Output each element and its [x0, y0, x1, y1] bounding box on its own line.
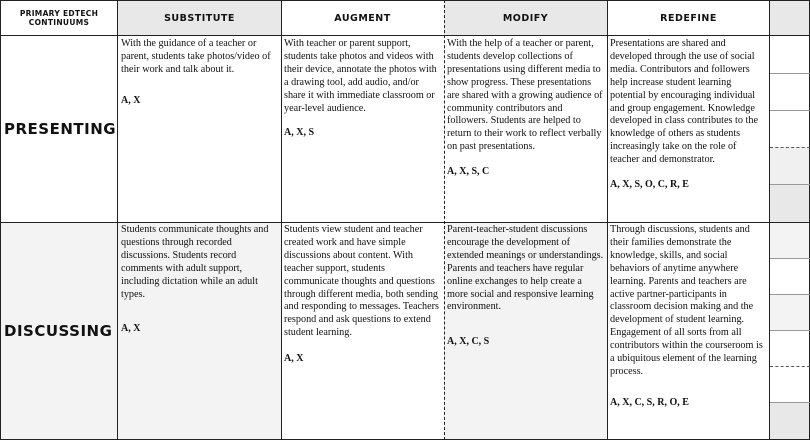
row-label-discussing: DISCUSSING [0, 222, 118, 440]
cell-code: A, X, S, O, C, R, E [610, 179, 689, 191]
column-header-substitute: SUBSTITUTE [118, 0, 281, 36]
cell-discussing-augment [281, 222, 444, 440]
side-divider [770, 110, 810, 111]
column-divider-dashed [444, 0, 445, 440]
side-divider [770, 73, 810, 74]
cell-presenting-substitute [118, 36, 281, 222]
side-box [770, 258, 810, 294]
side-box [770, 110, 810, 147]
cell-code: A, X [121, 323, 141, 335]
side-box [770, 330, 810, 366]
cell-presenting-augment [281, 36, 444, 222]
side-divider [770, 294, 810, 295]
side-box [770, 147, 810, 184]
side-divider [770, 330, 810, 331]
side-divider [770, 184, 810, 185]
cell-text: Presentations are shared and developed through the use of social media. Contributors and followers help increase student learning potential by encouraging individual and group engagement. Knowledge developed in class contributes to the knowledge of others as students increasingly take on the role of teacher and demonstrator. [610, 38, 758, 166]
side-divider-dashed [770, 147, 810, 148]
column-divider [607, 0, 608, 440]
side-divider [770, 402, 810, 403]
cell-text: With teacher or parent support, students take photos and videos with their device, annotate the photos with a drawing tool, add audio, and/or share it with immediate classroom or year-level audience. [284, 38, 437, 114]
side-divider [770, 222, 810, 223]
row-divider [0, 35, 810, 36]
column-divider [281, 0, 282, 440]
column-divider [0, 0, 1, 440]
column-header-augment: AUGMENT [281, 0, 444, 36]
column-divider [769, 0, 770, 440]
cell-presenting-redefine [607, 36, 770, 222]
side-box [770, 36, 810, 73]
cell-code: A, X, S, C [447, 166, 490, 178]
side-box [770, 294, 810, 330]
cell-discussing-modify [444, 222, 607, 440]
cell-text: With the guidance of a teacher or parent, students take photos/video of their work and talk about it. [121, 38, 271, 75]
column-divider [117, 0, 118, 440]
row-divider [0, 222, 770, 223]
cell-text: Through discussions, students and their families demonstrate the knowledge, skills, and social behaviors of anytime anywhere learning. Parents and teachers are active partner-participants in classroom decision making and the development of student learning. Engagement of all sorts from all contributors within the courseroom is a ubiquitous element of the learning process. [610, 224, 763, 377]
cell-discussing-substitute [118, 222, 281, 440]
side-box [770, 366, 810, 402]
column-header-modify: MODIFY [444, 0, 607, 36]
side-divider [770, 258, 810, 259]
side-divider-dashed [770, 366, 810, 367]
cell-code: A, X, S [284, 127, 315, 139]
row-label-presenting: PRESENTING [4, 120, 117, 138]
side-header-cell [770, 0, 810, 36]
cell-text: Students communicate thoughts and questions through recorded discussions. Students record comments with adult support, including dictation while an adult types. [121, 224, 269, 300]
cell-code: A, X [284, 353, 304, 365]
side-box [770, 222, 810, 258]
cell-code: A, X, C, S [447, 336, 490, 348]
cell-code: A, X [121, 94, 141, 106]
side-box [770, 184, 810, 222]
side-box [770, 402, 810, 440]
cell-presenting-modify [444, 36, 607, 222]
cell-text: Parent-teacher-student discussions encourage the development of extended meanings or understandings. Parents and teachers have regular online exchanges to help create a more social and responsive learning environment. [447, 224, 604, 313]
cell-discussing-redefine [607, 222, 770, 440]
row-divider [0, 0, 810, 1]
cell-code: A, X, C, S, R, O, E [610, 396, 689, 408]
column-header-redefine: REDEFINE [607, 0, 770, 36]
table-title: PRIMARY EDTECH CONTINUUMS [0, 0, 118, 36]
side-box [770, 73, 810, 110]
cell-text: With the help of a teacher or parent, students develop collections of presentations using different media to show progress. These presentations are shared with a growing audience of community contributors and followers. Students are helped to return to their work to reflect verbally on past presentations. [447, 38, 603, 153]
cell-text: Students view student and teacher created work and have simple discussions about content. With teacher support, students communicate thoughts and questions through different media, both sending and responding to messages. Teachers respond and ask questions to extend student learning. [284, 224, 439, 339]
